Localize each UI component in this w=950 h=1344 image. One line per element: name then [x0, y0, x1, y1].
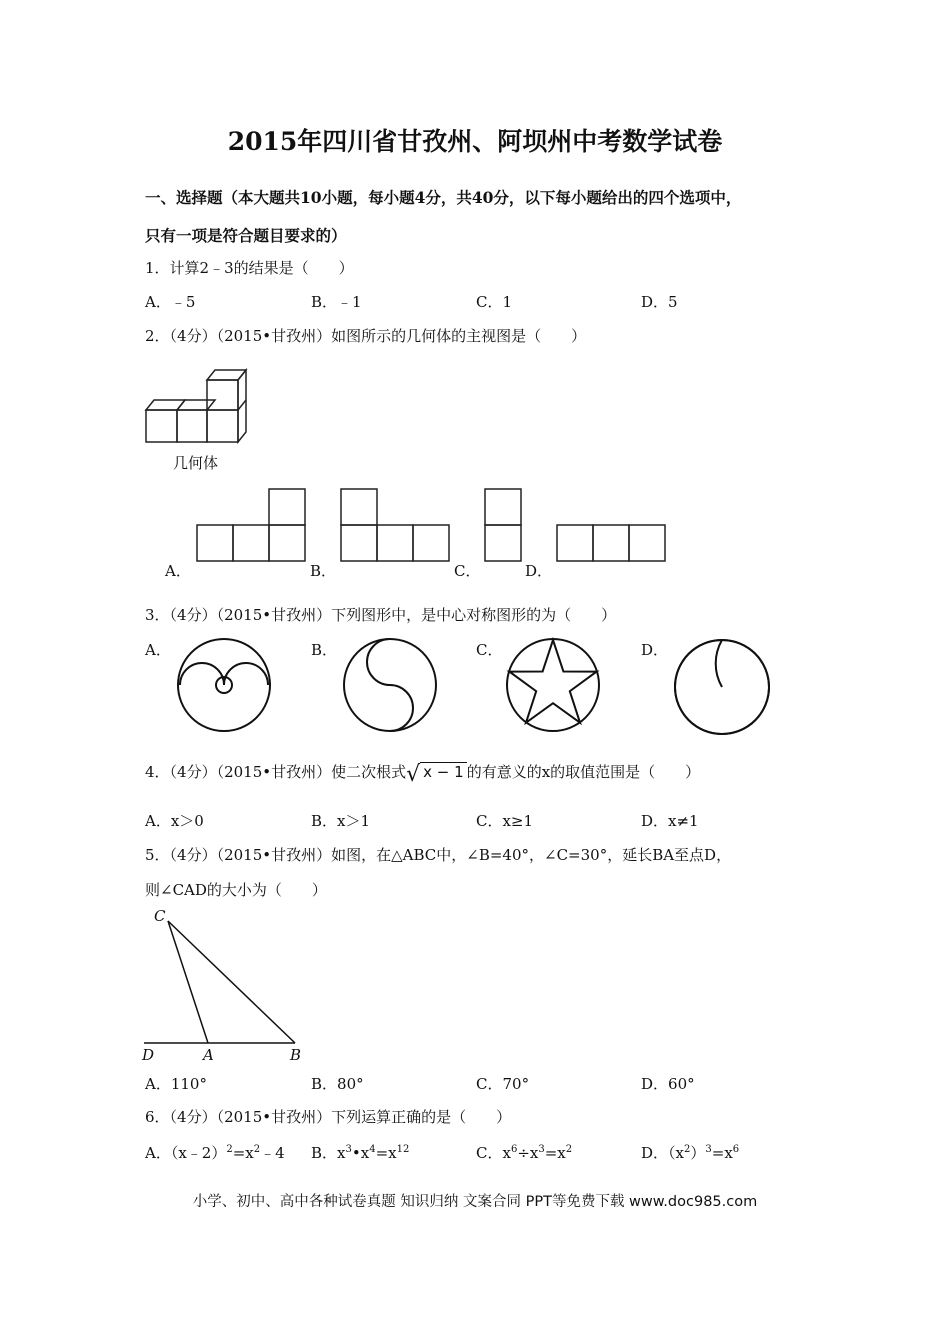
question-6-text: 6．（4分）（2015•甘孜州）下列运算正确的是（ ）: [145, 1108, 512, 1126]
q2-option-a-figure: [196, 488, 308, 564]
q6-d-part3: =x: [711, 1144, 733, 1162]
q4-option-c: C．x≥1: [476, 812, 534, 830]
q6-c-exp1: 6: [510, 1144, 518, 1155]
question-2-text: 2．（4分）（2015•甘孜州）如图所示的几何体的主视图是（ ）: [145, 327, 587, 345]
q5-option-b: B．80°: [311, 1075, 364, 1093]
q6-option-d: [641, 1142, 739, 1163]
page-title: 2015年四川省甘孜州、阿坝州中考数学试卷: [227, 127, 723, 156]
q6-option-a-label: A．: [145, 1144, 171, 1162]
q5-triangle-figure: [140, 905, 315, 1065]
section-heading-line1: 一、选择题（本大题共10小题，每小题4分，共40分，以下每小题给出的四个选项中，: [145, 188, 742, 207]
question-5-line1: 5．（4分）（2015•甘孜州）如图，在△ABC中，∠B=40°，∠C=30°，延长BA至点D，: [145, 846, 732, 864]
question-3-text: 3．（4分）（2015•甘孜州）下列图形中，是中心对称图形的为（ ）: [145, 606, 617, 624]
q5-option-c: C．70°: [476, 1075, 530, 1093]
q2-option-d: D．: [525, 562, 553, 580]
q6-a-exp2: 2: [253, 1144, 261, 1155]
q6-c-part3: =x: [544, 1144, 566, 1162]
q6-option-b: [311, 1142, 409, 1163]
q3-option-c: C．: [476, 641, 503, 659]
q6-option-c: [476, 1142, 572, 1163]
point-label-b: B: [290, 1046, 302, 1064]
q6-option-c-label: C．: [476, 1144, 503, 1162]
q3-option-d-figure: [672, 637, 772, 737]
sqrt-sign-icon: √: [406, 762, 421, 787]
q4-text-before: 4．（4分）（2015•甘孜州）使二次根式: [145, 763, 407, 781]
q6-d-part1: （x: [668, 1144, 684, 1162]
q2-solid-figure: [140, 364, 255, 444]
q5-option-d: D．60°: [641, 1075, 695, 1093]
q2-option-c-figure: [484, 488, 524, 564]
point-label-a: A: [203, 1046, 214, 1064]
q6-a-part3: ﹣4: [260, 1144, 285, 1162]
page-footer: 小学、初中、高中各种试卷真题 知识归纳 文案合同 PPT等免费下载 www.doc985.com: [192, 1194, 758, 1210]
q6-d-part2: ）: [690, 1144, 706, 1162]
point-label-c: C: [154, 907, 166, 925]
q6-b-part2: •x: [351, 1144, 370, 1162]
q6-d-exp3: 6: [732, 1144, 740, 1155]
q3-option-b-figure: [342, 637, 438, 733]
question-1-text: 1．计算2﹣3的结果是（ ）: [145, 259, 354, 277]
q6-c-part1: x: [502, 1144, 511, 1162]
q3-option-a-figure: [176, 637, 272, 733]
q3-option-d: D．: [641, 641, 669, 659]
q5-option-a: A．110°: [145, 1075, 207, 1093]
q2-option-c: C．: [454, 562, 481, 580]
q4-option-d: D．x≠1: [641, 812, 699, 830]
q3-option-b: B．: [311, 641, 338, 659]
q6-b-exp1: 3: [345, 1144, 352, 1155]
q6-b-part1: x: [337, 1144, 346, 1162]
q4-option-b: B．x＞1: [311, 812, 371, 830]
point-label-d: D: [142, 1046, 155, 1064]
q1-option-b: B．﹣1: [311, 293, 362, 311]
q2-option-a: A．: [165, 562, 191, 580]
section-heading-line2: 只有一项是符合题目要求的）: [145, 226, 347, 245]
question-4-text: [145, 761, 700, 787]
q6-a-part2: =x: [232, 1144, 254, 1162]
q6-b-exp3: 12: [396, 1144, 410, 1155]
q2-option-b: B．: [310, 562, 337, 580]
q4-text-after: 的有意义的x的取值范围是（ ）: [466, 763, 701, 781]
q6-d-exp2: 3: [705, 1144, 712, 1155]
q6-option-d-label: D．: [641, 1144, 669, 1162]
q6-option-a: [145, 1142, 285, 1163]
q1-option-d: D．5: [641, 293, 678, 311]
q2-option-d-figure: [556, 522, 668, 564]
q6-b-exp2: 4: [369, 1144, 376, 1155]
q6-c-exp3: 2: [565, 1144, 573, 1155]
q3-option-a: A．: [145, 641, 171, 659]
q2-option-b-figure: [340, 488, 452, 564]
q6-option-b-label: B．: [311, 1144, 338, 1162]
q4-sqrt-expression: [406, 762, 467, 787]
q4-radicand: x − 1: [420, 762, 467, 781]
q1-option-c: C．1: [476, 293, 513, 311]
q6-a-exp1: 2: [226, 1144, 233, 1155]
q6-d-exp1: 2: [684, 1144, 691, 1155]
q4-option-a: A．x＞0: [145, 812, 204, 830]
q6-b-part3: =x: [375, 1144, 397, 1162]
question-5-line2: 则∠CAD的大小为（ ）: [145, 881, 327, 899]
q6-c-exp2: 3: [538, 1144, 545, 1155]
q6-c-part2: ÷x: [517, 1144, 539, 1162]
q2-figure-label: 几何体: [173, 454, 219, 472]
q6-a-part1: （x﹣2）: [170, 1144, 227, 1162]
q1-option-a: A．﹣5: [145, 293, 196, 311]
q3-option-c-figure: [505, 637, 601, 733]
